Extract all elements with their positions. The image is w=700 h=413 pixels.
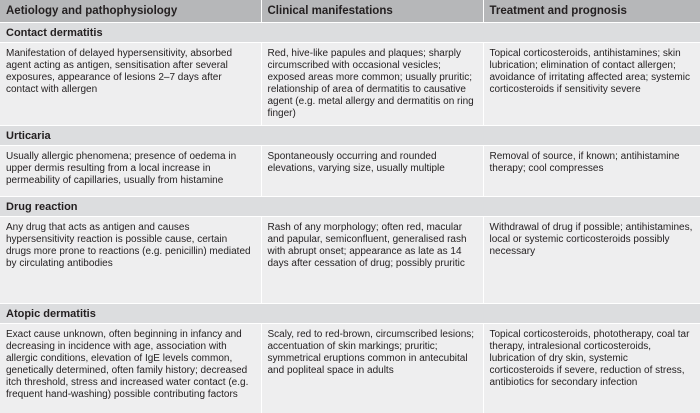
header-treatment: Treatment and prognosis: [483, 0, 700, 23]
table-row: [0, 324, 700, 413]
section-title: Drug reaction: [0, 197, 700, 217]
section-row-urticaria: [0, 126, 700, 146]
section-title: Urticaria: [0, 126, 700, 146]
aetiology-cell: Any drug that acts as antigen and causes hypersensitivity reaction is possible cause, certain drugs more prone to reactions (e.g. penicillin) mediated by circulating antibodies: [0, 217, 261, 304]
section-title: Atopic dermatitis: [0, 304, 700, 324]
section-title: Contact dermatitis: [0, 23, 700, 43]
treatment-cell: Removal of source, if known; antihistamine therapy; cool compresses: [483, 146, 700, 197]
section-row-contact-dermatitis: [0, 23, 700, 43]
table-row: [0, 217, 700, 304]
aetiology-cell: Usually allergic phenomena; presence of oedema in upper dermis resulting from a local increase in permeability of capillaries, usually from histamine: [0, 146, 261, 197]
header-aetiology: Aetiology and pathophysiology: [0, 0, 261, 23]
aetiology-cell: Exact cause unknown, often beginning in infancy and decreasing in incidence with age, association with allergic conditions, elevation of IgE levels common, genetically determined, often family history; decreased itch threshold, stress and increased water contact (e.g. frequent hand-washing) possible contributing factors: [0, 324, 261, 413]
section-row-atopic-dermatitis: [0, 304, 700, 324]
treatment-cell: Topical corticosteroids, antihistamines; skin lubrication; elimination of contact allergen; avoidance of irritating affected area; systemic corticosteroids if sensitivity severe: [483, 43, 700, 126]
manifestations-cell: Red, hive-like papules and plaques; sharply circumscribed with occasional vesicles; exposed areas more common; usually pruritic; relationship of area of dermatitis to causative agent (e.g. metal allergy and dermatitis on ring finger): [261, 43, 483, 126]
manifestations-cell: Spontaneously occurring and rounded elevations, varying size, usually multiple: [261, 146, 483, 197]
table-row: [0, 146, 700, 197]
treatment-cell: Topical corticosteroids, phototherapy, coal tar therapy, intralesional corticosteroids, lubrication of dry skin, systemic corticosteroids if severe, reduction of stress, antibiotics for secondary infection: [483, 324, 700, 413]
aetiology-cell: Manifestation of delayed hypersensitivity, absorbed agent acting as antigen, sensitisation after several exposures, appearance of lesions 2–7 days after contact with allergen: [0, 43, 261, 126]
table-row: [0, 43, 700, 126]
manifestations-cell: Scaly, red to red-brown, circumscribed lesions; accentuation of skin markings; pruritic; symmetrical eruptions common in antecubital and popliteal space in adults: [261, 324, 483, 413]
manifestations-cell: Rash of any morphology; often red, macular and papular, semiconfluent, generalised rash with abrupt onset; appearance as late as 14 days after cessation of drug; possibly pruritic: [261, 217, 483, 304]
treatment-cell: Withdrawal of drug if possible; antihistamines, local or systemic corticosteroids possibly necessary: [483, 217, 700, 304]
header-manifestations: Clinical manifestations: [261, 0, 483, 23]
section-row-drug-reaction: [0, 197, 700, 217]
header-row: [0, 0, 700, 23]
